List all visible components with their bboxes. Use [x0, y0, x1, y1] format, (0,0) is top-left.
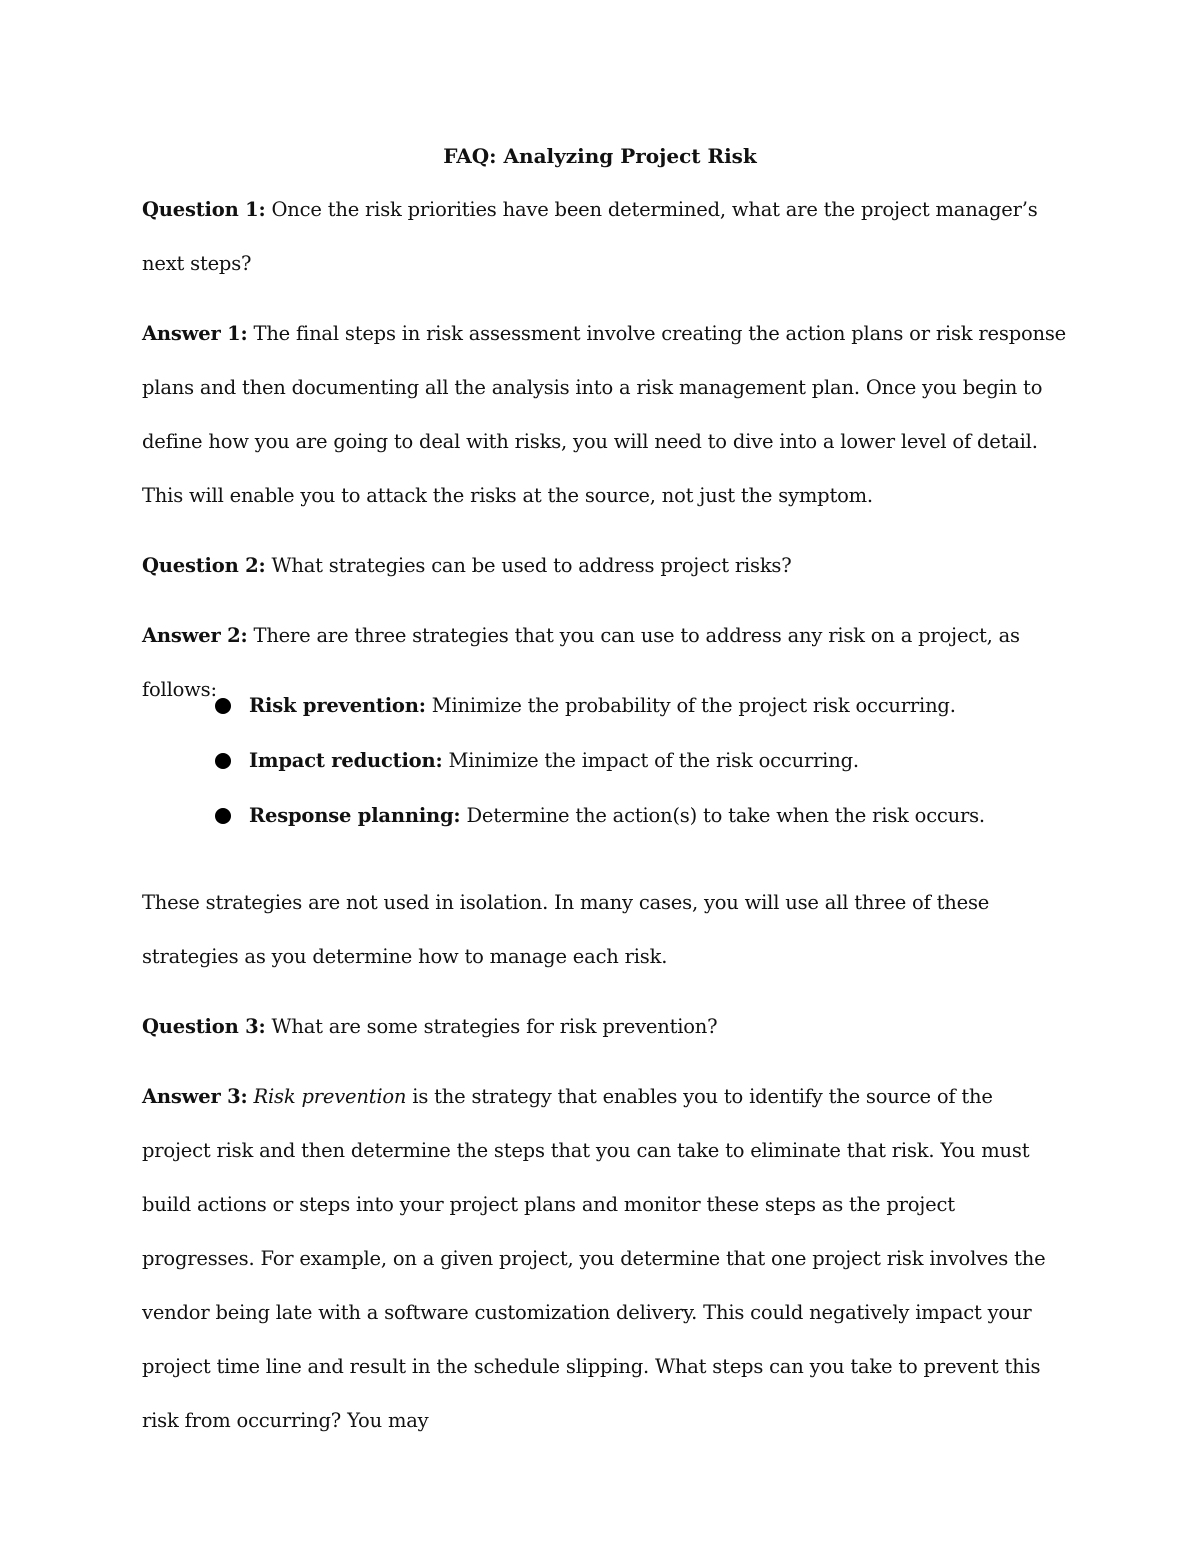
question-3 [142, 1000, 1067, 1054]
bullet-text: Minimize the impact of the risk occurring. [448, 749, 859, 772]
answer-1-label: Answer 1: [142, 322, 248, 345]
strategy-list [215, 678, 1065, 843]
bullet-icon [215, 753, 231, 769]
answer-3-text: is the strategy that enables you to identify the source of the project risk and then determine the steps that you can take to eliminate that risk. You must build actions or steps into your project plans and monitor these steps as the project progresses. For example, on a given project, you determine that one project risk involves the vendor being late with a software customization delivery. This could negatively impact your project time line and result in the schedule slipping. What steps can you take to prevent this risk from occurring? You may [142, 1085, 1046, 1432]
bullet-text: Minimize the probability of the project risk occurring. [431, 694, 956, 717]
question-2-label: Question 2: [142, 554, 266, 577]
answer-2-text: There are three strategies that you can use to address any risk on a project, as follows: [142, 624, 1020, 701]
question-1-text: Once the risk priorities have been determined, what are the project manager’s next steps? [142, 198, 1038, 275]
bullet-term: Response planning: [249, 804, 461, 827]
list-item [215, 788, 1065, 843]
question-2 [142, 539, 1067, 593]
question-1-label: Question 1: [142, 198, 266, 221]
answer-1 [142, 307, 1067, 523]
bullet-icon [215, 808, 231, 824]
list-item [215, 678, 1065, 733]
bullet-term: Impact reduction: [249, 749, 443, 772]
question-1 [142, 183, 1067, 291]
answer-1-text: The final steps in risk assessment involve creating the action plans or risk response plans and then documenting all the analysis into a risk management plan. Once you begin to define how you are going to deal with risks, you will need to dive into a lower level of detail. This will enable you to attack the risks at the source, not just the symptom. [142, 322, 1067, 507]
document-title: FAQ: Analyzing Project Risk [443, 144, 757, 168]
list-item [215, 733, 1065, 788]
question-2-text: What strategies can be used to address project risks? [271, 554, 792, 577]
answer-3-italic-term: Risk prevention [253, 1085, 407, 1108]
question-3-label: Question 3: [142, 1015, 266, 1038]
bullet-term: Risk prevention: [249, 694, 426, 717]
question-3-text: What are some strategies for risk prevention? [271, 1015, 718, 1038]
answer-3 [142, 1070, 1067, 1448]
bullet-text: Determine the action(s) to take when the risk occurs. [466, 804, 985, 827]
strategies-note: These strategies are not used in isolation. In many cases, you will use all three of these strategies as you determine how to manage each risk. [142, 891, 990, 968]
answer-2-label: Answer 2: [142, 624, 248, 647]
answer-3-label: Answer 3: [142, 1085, 248, 1108]
bullet-icon [215, 698, 231, 714]
